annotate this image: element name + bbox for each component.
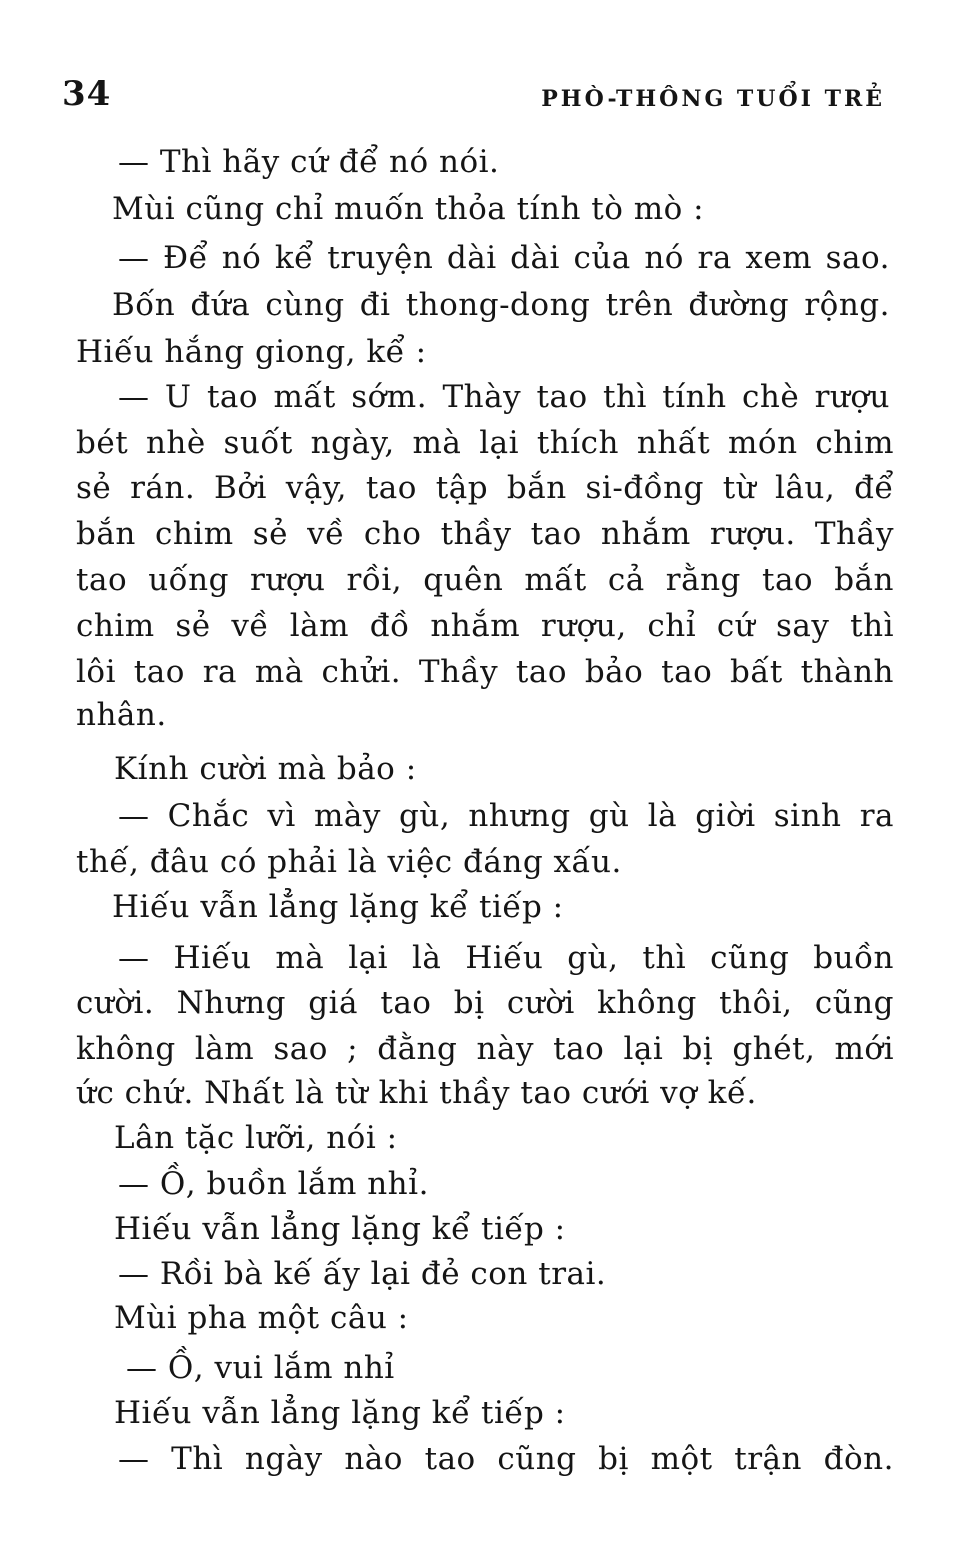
text-line: Hiếu hắng giong, kể : [76,334,427,370]
text-line: Lân tặc lưỡi, nói : [114,1120,398,1156]
text-line: — Ồ, vui lắm nhỉ [126,1350,395,1386]
page-number: 34 [62,74,112,114]
text-line: Mùi cũng chỉ muốn thỏa tính tò mò : [112,191,705,227]
running-title: PHÒ-THÔNG TUỔI TRẺ [541,86,885,112]
text-line: Kính cười mà bảo : [114,751,417,787]
text-line: tao uống rượu rồi, quên mất cả rằng tao bắn [76,562,894,598]
text-line: không làm sao ; đằng này tao lại bị ghét, mới [76,1031,894,1067]
text-line: — Thì hãy cứ để nó nói. [118,144,500,180]
text-line: cười. Nhưng giá tao bị cười không thôi, cũng [76,985,894,1021]
text-line: — Chắc vì mày gù, nhưng gù là giời sinh ra [118,798,894,834]
text-line: bét nhè suốt ngày, mà lại thích nhất món chim [76,425,894,461]
text-line: — Ồ, buồn lắm nhỉ. [118,1166,429,1202]
text-line: — Thì ngày nào tao cũng bị một trận đòn. [118,1441,894,1477]
text-line: Bốn đứa cùng đi thong-dong trên đường rộng. [112,287,890,323]
text-line: Hiếu vẫn lẳng lặng kể tiếp : [114,1211,566,1247]
text-line: ức chứ. Nhất là từ khi thầy tao cưới vợ kế. [76,1075,757,1111]
text-line: Hiếu vẫn lẳng lặng kể tiếp : [112,889,564,925]
text-line: nhân. [76,697,167,733]
text-line: Hiếu vẫn lẳng lặng kể tiếp : [114,1395,566,1431]
text-line: — U tao mất sớm. Thày tao thì tính chè rượu [118,379,890,415]
text-line: — Để nó kể truyện dài dài của nó ra xem sao. [118,240,890,276]
text-line: lôi tao ra mà chửi. Thầy tao bảo tao bất thành [76,654,894,690]
text-line: Mùi pha một câu : [114,1300,409,1336]
text-line: bắn chim sẻ về cho thầy tao nhắm rượu. Thầy [76,516,894,552]
text-line: sẻ rán. Bởi vậy, tao tập bắn si-đồng từ lâu, để [76,470,894,506]
text-line: — Rồi bà kế ấy lại đẻ con trai. [118,1256,607,1292]
text-line: chim sẻ về làm đồ nhắm rượu, chỉ cứ say thì [76,608,894,644]
text-line: thế, đâu có phải là việc đáng xấu. [76,844,622,880]
text-line: — Hiếu mà lại là Hiếu gù, thì cũng buồn [118,940,894,976]
